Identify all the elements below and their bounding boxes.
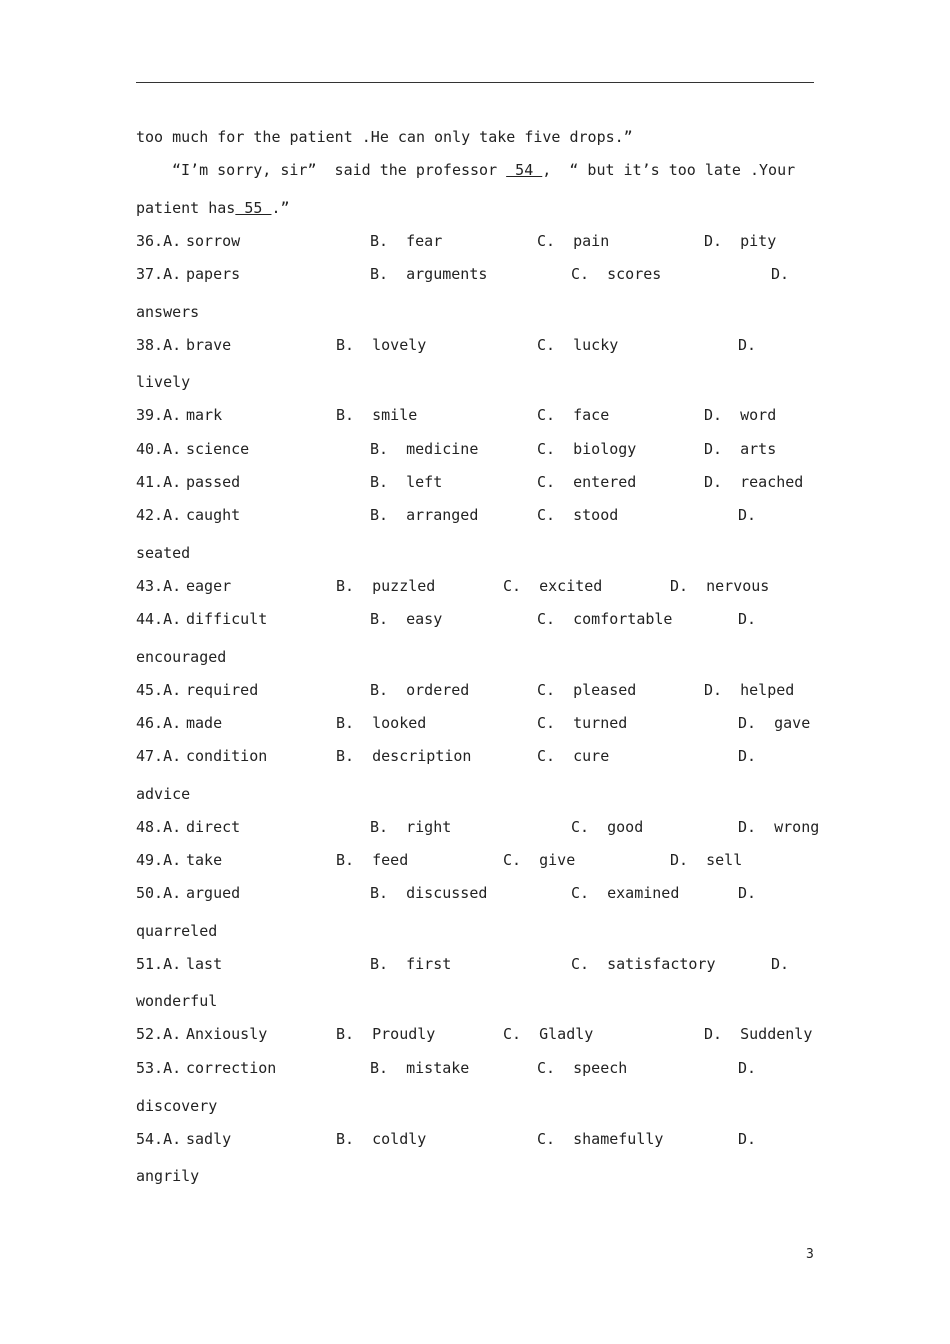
option-b: B. puzzled — [336, 577, 436, 595]
header-rule — [136, 82, 814, 83]
option-d: D. — [738, 610, 757, 628]
option-b: B. easy — [370, 610, 443, 628]
question-number: 41.A. — [136, 473, 182, 491]
option-b: B. arranged — [370, 506, 479, 524]
option-a: science — [186, 440, 250, 458]
option-c: C. turned — [537, 714, 628, 732]
passage-line-3 — [136, 198, 814, 218]
question-number: 52.A. — [136, 1025, 182, 1043]
option-b: B. first — [370, 955, 452, 973]
passage-line-1: too much for the patient .He can only take five drops.” — [136, 128, 633, 146]
option-d: D. sell — [670, 851, 743, 869]
option-d-wrapped: seated — [136, 544, 191, 562]
blank-54: 54 — [506, 161, 543, 179]
option-c: C. comfortable — [537, 610, 673, 628]
option-c: C. examined — [571, 884, 680, 902]
option-d-wrapped: wonderful — [136, 992, 218, 1010]
option-b: B. left — [370, 473, 443, 491]
option-c: C. face — [537, 406, 610, 424]
question-number: 46.A. — [136, 714, 182, 732]
option-b: B. coldly — [336, 1130, 427, 1148]
option-d: D. — [771, 265, 790, 283]
question-number: 36.A. — [136, 232, 182, 250]
question-number: 50.A. — [136, 884, 182, 902]
option-b: B. fear — [370, 232, 443, 250]
option-d-wrapped: encouraged — [136, 648, 227, 666]
question-number: 42.A. — [136, 506, 182, 524]
option-d: D. — [738, 1130, 757, 1148]
option-a: correction — [186, 1059, 277, 1077]
passage-line-3-start: patient has — [136, 199, 236, 217]
option-a: caught — [186, 506, 241, 524]
option-c: C. scores — [571, 265, 662, 283]
option-a: papers — [186, 265, 241, 283]
option-c: C. biology — [537, 440, 637, 458]
option-a: brave — [186, 336, 232, 354]
option-a: mark — [186, 406, 223, 424]
option-d: D. Suddenly — [704, 1025, 813, 1043]
option-a: argued — [186, 884, 241, 902]
option-d: D. — [738, 1059, 757, 1077]
option-b: B. arguments — [370, 265, 488, 283]
option-c: C. stood — [537, 506, 619, 524]
option-d: D. reached — [704, 473, 804, 491]
question-number: 45.A. — [136, 681, 182, 699]
option-d: D. pity — [704, 232, 777, 250]
option-d: D. word — [704, 406, 777, 424]
option-c: C. good — [571, 818, 644, 836]
option-b: B. mistake — [370, 1059, 470, 1077]
question-number: 54.A. — [136, 1130, 182, 1148]
question-number: 43.A. — [136, 577, 182, 595]
option-c: C. cure — [537, 747, 610, 765]
question-number: 47.A. — [136, 747, 182, 765]
question-number: 44.A. — [136, 610, 182, 628]
option-d-wrapped: lively — [136, 373, 191, 391]
option-c: C. give — [503, 851, 576, 869]
blank-55: 55 — [235, 199, 272, 217]
option-c: C. shamefully — [537, 1130, 664, 1148]
option-b: B. medicine — [370, 440, 479, 458]
option-c: C. lucky — [537, 336, 619, 354]
option-d-wrapped: advice — [136, 785, 191, 803]
option-c: C. excited — [503, 577, 603, 595]
option-c: C. pain — [537, 232, 610, 250]
passage-line-2-end: , “ but it’s too late .Your — [542, 161, 796, 179]
option-a: difficult — [186, 610, 268, 628]
passage-line-2-start: “I’m sorry, sir” said the professor — [172, 161, 507, 179]
option-b: B. looked — [336, 714, 427, 732]
option-b: B. discussed — [370, 884, 488, 902]
passage-line-2 — [172, 160, 814, 180]
option-c: C. Gladly — [503, 1025, 594, 1043]
option-d: D. — [738, 884, 757, 902]
option-b: B. smile — [336, 406, 418, 424]
option-d-wrapped: answers — [136, 303, 200, 321]
option-d: D. helped — [704, 681, 795, 699]
option-d: D. nervous — [670, 577, 770, 595]
option-a: Anxiously — [186, 1025, 268, 1043]
option-c: C. speech — [537, 1059, 628, 1077]
option-d: D. wrong — [738, 818, 820, 836]
page-number: 3 — [806, 1247, 814, 1262]
option-d: D. arts — [704, 440, 777, 458]
option-d-wrapped: angrily — [136, 1167, 200, 1185]
option-d: D. — [771, 955, 790, 973]
option-b: B. ordered — [370, 681, 470, 699]
option-b: B. Proudly — [336, 1025, 436, 1043]
option-c: C. entered — [537, 473, 637, 491]
option-a: required — [186, 681, 259, 699]
option-a: passed — [186, 473, 241, 491]
option-d-wrapped: quarreled — [136, 922, 218, 940]
option-d: D. — [738, 506, 757, 524]
passage-line-3-end: .” — [271, 199, 290, 217]
option-a: last — [186, 955, 223, 973]
option-d: D. gave — [738, 714, 811, 732]
option-a: take — [186, 851, 223, 869]
option-d: D. — [738, 336, 757, 354]
option-d-wrapped: discovery — [136, 1097, 218, 1115]
option-a: sadly — [186, 1130, 232, 1148]
question-number: 49.A. — [136, 851, 182, 869]
option-a: made — [186, 714, 223, 732]
option-c: C. satisfactory — [571, 955, 716, 973]
question-number: 39.A. — [136, 406, 182, 424]
question-number: 53.A. — [136, 1059, 182, 1077]
option-d: D. — [738, 747, 757, 765]
option-a: condition — [186, 747, 268, 765]
option-b: B. right — [370, 818, 452, 836]
option-c: C. pleased — [537, 681, 637, 699]
question-number: 48.A. — [136, 818, 182, 836]
option-a: sorrow — [186, 232, 241, 250]
option-b: B. lovely — [336, 336, 427, 354]
option-a: eager — [186, 577, 232, 595]
option-b: B. description — [336, 747, 472, 765]
option-a: direct — [186, 818, 241, 836]
question-number: 38.A. — [136, 336, 182, 354]
question-number: 37.A. — [136, 265, 182, 283]
question-number: 40.A. — [136, 440, 182, 458]
option-b: B. feed — [336, 851, 409, 869]
question-number: 51.A. — [136, 955, 182, 973]
